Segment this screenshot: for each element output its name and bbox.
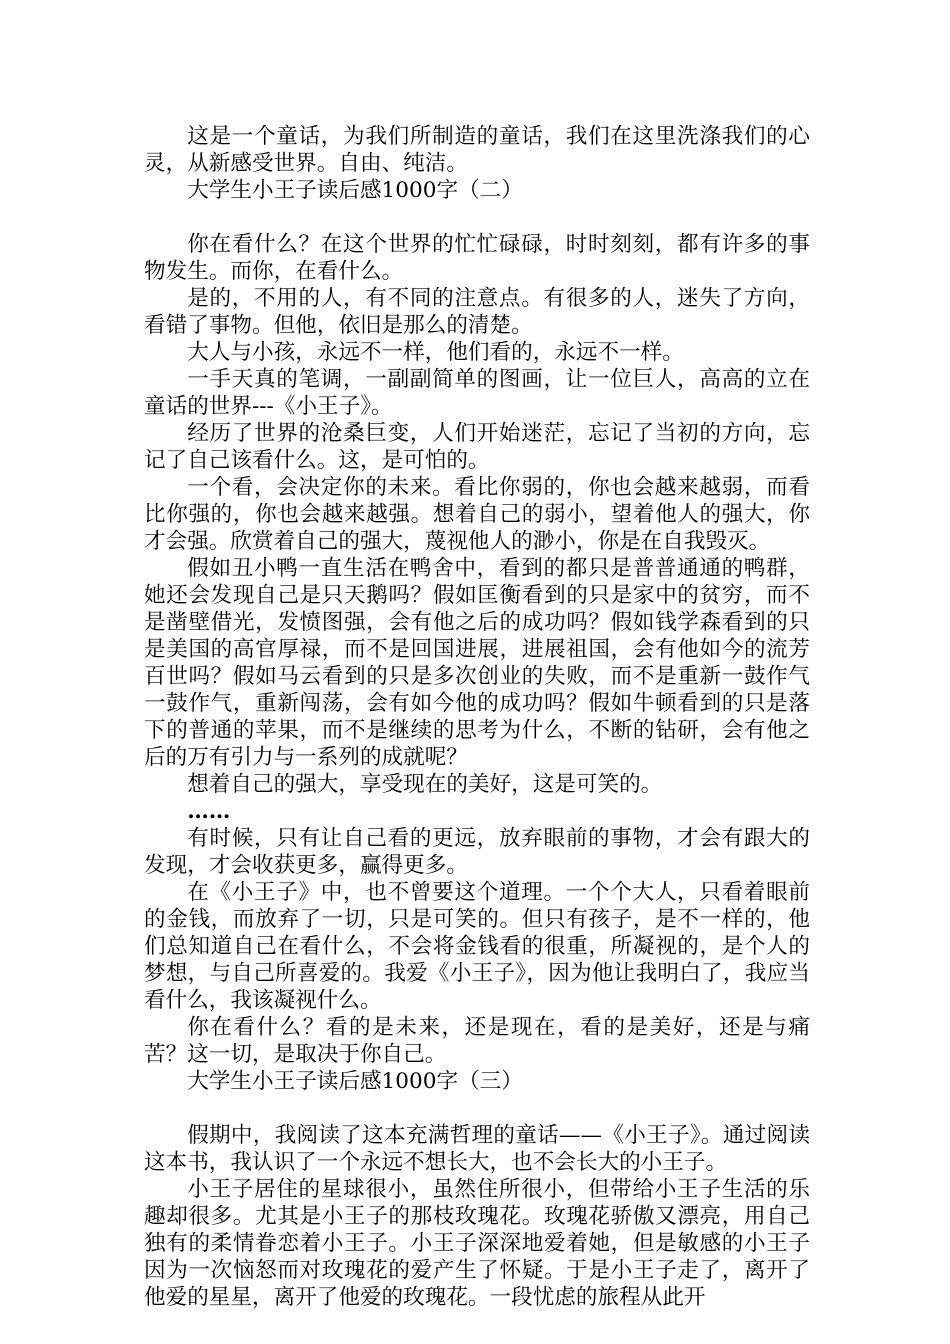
- paragraph: 假如丑小鸭一直生活在鸭舍中，看到的都只是普普通通的鸭群，她还会发现自己是只天鹅吗？假如匡衡看到的只是家中的贫穷，而不是凿壁借光，发愤图强，会有他之后的成功吗？假如钱学森看到的只是美国的高官厚禄，而不是回国进展，进展祖国，会有他如今的流芳百世吗？假如马云看到的只是多次创业的失败，而不是重新一鼓作气一鼓作气，重新闯荡，会有如今他的成功吗？假如牛顿看到的只是落下的普通的苹果，而不是继续的思考为什么，不断的钻研，会有他之后的万有引力与一系列的成就呢？: [144, 556, 810, 770]
- paragraph: 一个看，会决定你的未来。看比你弱的，你也会越来越弱，而看比你强的，你也会越来越强。想着自己的弱小，望着他人的强大，你才会强。欣赏着自己的强大，蔑视他人的渺小，你是在自我毁灭。: [144, 475, 810, 554]
- paragraph: 想着自己的强大，享受现在的美好，这是可笑的。: [187, 772, 663, 797]
- section-heading-3: 大学生小王子读后感1000字（三）: [187, 1069, 523, 1094]
- paragraph: 有时候，只有让自己看的更远，放弃眼前的事物，才会有跟大的发现，才会收获更多，赢得更多。: [144, 826, 810, 878]
- paragraph: 经历了世界的沧桑巨变，人们开始迷茫，忘记了当初的方向，忘记了自己该看什么。这，是可怕的。: [144, 421, 810, 473]
- section-heading-2: 大学生小王子读后感1000字（二）: [187, 178, 523, 203]
- paragraph: 是的，不用的人，有不同的注意点。有很多的人，迷失了方向，看错了事物。但他，依旧是那么的清楚。: [144, 286, 810, 338]
- ellipsis-line: ……: [187, 799, 231, 824]
- paragraph: 在《小王子》中，也不曾要这个道理。一个个大人，只看着眼前的金钱，而放弃了一切，只是可笑的。但只有孩子，是不一样的，他们总知道自己在看什么，不会将金钱看的很重，所凝视的，是个人的梦想，与自己所喜爱的。我爱《小王子》，因为他让我明白了，我应当看什么，我该凝视什么。: [144, 880, 810, 1013]
- paragraph: 小王子居住的星球很小，虽然住所很小，但带给小王子生活的乐趣却很多。尤其是小王子的那枝玫瑰花。玫瑰花骄傲又漂亮，用自己独有的柔情眷恋着小王子。小王子深深地爱着她，但是敏感的小王子因为一次恼怒而对玫瑰花的爱产生了怀疑。于是小王子走了，离开了他爱的星星，离开了他爱的玫瑰花。一段忧虑的旅程从此开: [144, 1177, 810, 1310]
- paragraph: 你在看什么？看的是未来，还是现在，看的是美好，还是与痛苦？这一切，是取决于你自己。: [144, 1015, 810, 1067]
- document-body: [144, 123, 810, 1311]
- blank-line: [144, 204, 810, 231]
- blank-line: [144, 1095, 810, 1122]
- paragraph: 一手天真的笔调，一副副简单的图画，让一位巨人，高高的立在童话的世界---《小王子》。: [144, 367, 810, 419]
- paragraph: 假期中，我阅读了这本充满哲理的童话——《小王子》。通过阅读这本书，我认识了一个永远不想长大，也不会长大的小王子。: [144, 1123, 810, 1175]
- paragraph: 大人与小孩，永远不一样，他们看的，永远不一样。: [187, 340, 684, 365]
- paragraph: 这是一个童话，为我们所制造的童话，我们在这里洗涤我们的心灵，从新感受世界。自由、纯洁。: [144, 124, 810, 176]
- paragraph: 你在看什么？在这个世界的忙忙碌碌，时时刻刻，都有许多的事物发生。而你，在看什么。: [144, 232, 810, 284]
